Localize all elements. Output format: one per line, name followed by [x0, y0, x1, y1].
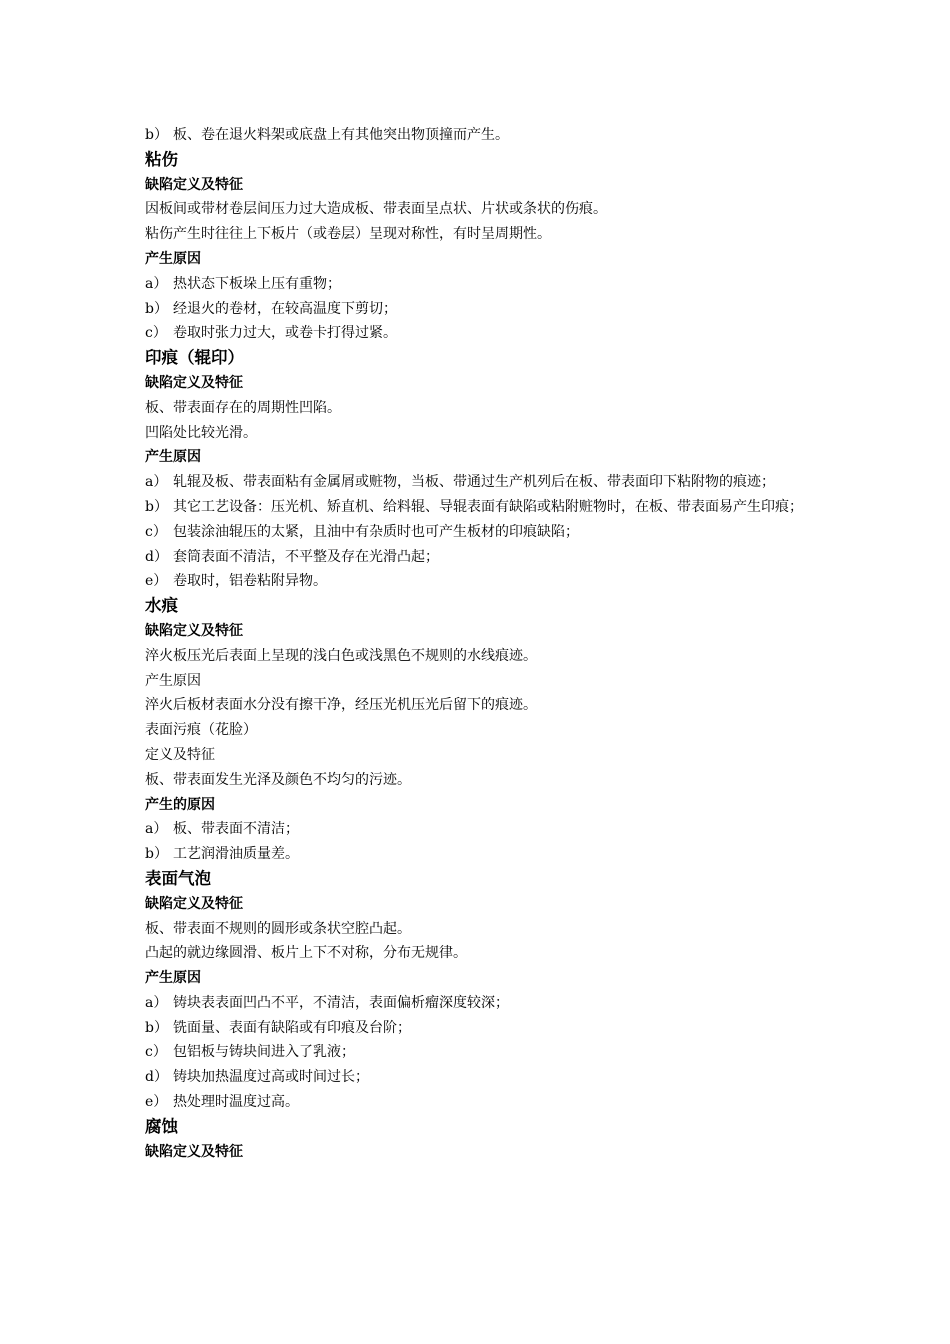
list-item — [145, 321, 810, 346]
list-item-marker: a） — [145, 821, 168, 838]
list-item — [145, 842, 810, 867]
list-item-marker: a） — [145, 275, 168, 292]
section-heading: 印痕（辊印） — [145, 348, 244, 368]
list-item-text: 其它工艺设备：压光机、矫直机、给料辊、导辊表面有缺陷或粘附赃物时，在板、带表面易产生印痕； — [173, 498, 803, 515]
list-item-text: 铸块加热温度过高或时间过长； — [173, 1069, 369, 1086]
list-item-marker: e） — [145, 573, 168, 590]
paragraph: 板、带表面发生光泽及颜色不均匀的污迹。 — [145, 771, 411, 788]
section-heading: 腐蚀 — [145, 1116, 178, 1136]
list-item-text: 轧辊及板、带表面粘有金属屑或赃物，当板、带通过生产机列后在板、带表面印下粘附物的痕迹； — [173, 474, 775, 491]
paragraph: 表面污痕（花脸） — [145, 722, 257, 739]
subsection-heading: 产生原因 — [145, 449, 201, 466]
subsection-heading: 产生原因 — [145, 970, 201, 987]
list-item — [145, 1016, 810, 1041]
section-heading: 粘伤 — [145, 149, 178, 169]
list-item-text: 热处理时温度过高。 — [173, 1094, 299, 1111]
paragraph: 因板间或带材卷层间压力过大造成板、带表面呈点状、片状或条状的伤痕。 — [145, 201, 607, 218]
paragraph: 淬火后板材表面水分没有擦干净，经压光机压光后留下的痕迹。 — [145, 697, 537, 714]
list-item-marker: a） — [145, 474, 168, 491]
list-item — [145, 272, 810, 297]
list-item-text: 包铝板与铸块间进入了乳液； — [173, 1044, 355, 1061]
list-item-text: 板、卷在退火料架或底盘上有其他突出物顶撞而产生。 — [173, 127, 509, 143]
list-item-text: 板、带表面不清洁； — [173, 821, 299, 838]
list-item-marker: b） — [145, 498, 168, 515]
list-item-marker: c） — [145, 1044, 167, 1061]
paragraph: 凹陷处比较光滑。 — [145, 424, 257, 441]
list-item-text: 卷取时张力过大，或卷卡打得过紧。 — [173, 325, 397, 342]
paragraph: 板、带表面不规则的圆形或条状空腔凸起。 — [145, 920, 411, 937]
list-item-text: 套筒表面不清洁，不平整及存在光滑凸起； — [173, 548, 439, 565]
list-item-marker: b） — [145, 127, 168, 143]
list-item-text: 包装涂油辊压的太紧，且油中有杂质时也可产生板材的印痕缺陷； — [173, 523, 579, 540]
paragraph: 定义及特征 — [145, 746, 215, 763]
list-item — [145, 495, 810, 520]
subsection-heading: 产生原因 — [145, 250, 201, 267]
subsection-heading: 产生的原因 — [145, 796, 215, 813]
list-item — [145, 569, 810, 594]
list-item — [145, 991, 810, 1016]
list-item-marker: e） — [145, 1094, 168, 1111]
list-item-text: 卷取时，铝卷粘附异物。 — [173, 573, 327, 590]
section-heading: 表面气泡 — [145, 868, 211, 888]
subsection-heading: 缺陷定义及特征 — [145, 1143, 243, 1160]
subsection-heading: 缺陷定义及特征 — [145, 622, 243, 639]
list-item-marker: c） — [145, 523, 167, 540]
list-item-marker: d） — [145, 548, 168, 565]
list-item-marker: b） — [145, 300, 168, 317]
list-item — [145, 1040, 810, 1065]
list-item-marker: a） — [145, 994, 168, 1011]
list-item — [145, 545, 810, 570]
list-item-text: 工艺润滑油质量差。 — [173, 846, 299, 863]
list-item — [145, 520, 810, 545]
list-item-text: 铣面量、表面有缺陷或有印痕及台阶； — [173, 1019, 411, 1036]
list-item-marker: b） — [145, 1019, 168, 1036]
paragraph: 凸起的就边缘圆滑、板片上下不对称，分布无规律。 — [145, 945, 467, 962]
list-item-text: 热状态下板垛上压有重物； — [173, 275, 341, 292]
subsection-heading: 缺陷定义及特征 — [145, 895, 243, 912]
list-item-text: 铸块表表面凹凸不平，不清洁，表面偏析瘤深度较深； — [173, 994, 509, 1011]
section-heading: 水痕 — [145, 596, 178, 616]
list-item-marker: c） — [145, 325, 167, 342]
paragraph: 板、带表面存在的周期性凹陷。 — [145, 399, 341, 416]
list-item — [145, 297, 810, 322]
list-item — [145, 1065, 810, 1090]
list-item-text: 经退火的卷材，在较高温度下剪切； — [173, 300, 397, 317]
list-item-marker: b） — [145, 846, 168, 863]
paragraph: 粘伤产生时往往上下板片（或卷层）呈现对称性，有时呈周期性。 — [145, 226, 551, 243]
paragraph: 产生原因 — [145, 672, 201, 689]
paragraph: 淬火板压光后表面上呈现的浅白色或浅黑色不规则的水线痕迹。 — [145, 647, 537, 664]
subsection-heading: 缺陷定义及特征 — [145, 374, 243, 391]
list-item — [145, 123, 810, 148]
list-item — [145, 470, 810, 495]
list-item — [145, 817, 810, 842]
list-item-marker: d） — [145, 1069, 168, 1086]
list-item — [145, 1090, 810, 1115]
subsection-heading: 缺陷定义及特征 — [145, 176, 243, 193]
